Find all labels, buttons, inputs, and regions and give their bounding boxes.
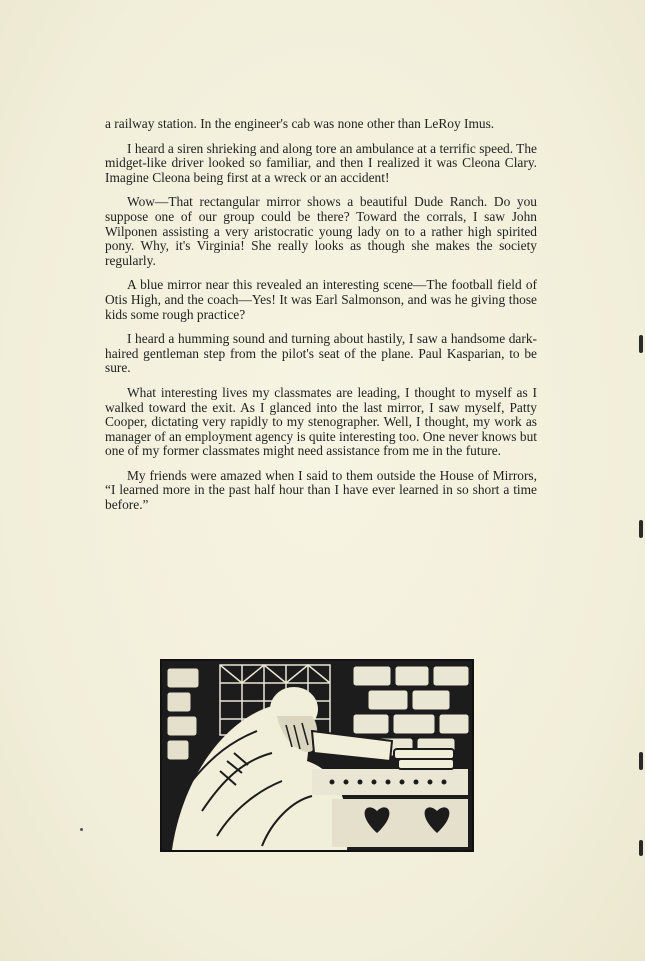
paragraph-6: What interesting lives my classmates are leading, I thought to myself as I walked toward the exit. As I glanced into the last mirror, I saw myself, Patty Cooper, dictating very rapidly to my stenographer. Well, I thought, my work as manager of an employment agency is quite interesting too. One never knows but one of my former classmates might need assistance from me in the future. [105, 384, 537, 459]
ink-speck [80, 828, 83, 831]
binding-hole [639, 335, 643, 353]
binding-hole [639, 840, 643, 856]
paragraph-4: A blue mirror near this revealed an interesting scene—The football field of Otis High, and the coach—Yes! It was Earl Salmonson, and was he giving those kids some rough practice? [105, 277, 537, 322]
paragraph-2: I heard a siren shrieking and along tore an ambulance at a terrific speed. The midget-like driver looked so familiar, and then I realized it was Cleona Clary. Imagine Cleona being first at a wreck or an accident! [105, 140, 537, 185]
woodcut-scholar-reading-illustration [160, 659, 474, 852]
paragraph-3: Wow—That rectangular mirror shows a beautiful Dude Ranch. Do you suppose one of our group could be there? Toward the corrals, I saw John Wilponen assisting a very aristocratic young lady on to a rather high spirited pony. Why, it's Virginia! She really looks as though she makes the society regularly. [105, 194, 537, 268]
binding-hole [639, 520, 643, 538]
paragraph-5: I heard a humming sound and turning about hastily, I saw a handsome dark-haired gentleman step from the pilot's seat of the plane. Paul Kasparian, to be sure. [105, 331, 537, 376]
binding-hole [639, 752, 643, 770]
paragraph-1: a railway station. In the engineer's cab was none other than LeRoy Imus. [105, 116, 495, 131]
paragraph-7: My friends were amazed when I said to them outside the House of Mirrors, “I learned more in the past half hour than I have ever learned in so short a time before.” [105, 467, 537, 513]
story-text [105, 117, 537, 523]
